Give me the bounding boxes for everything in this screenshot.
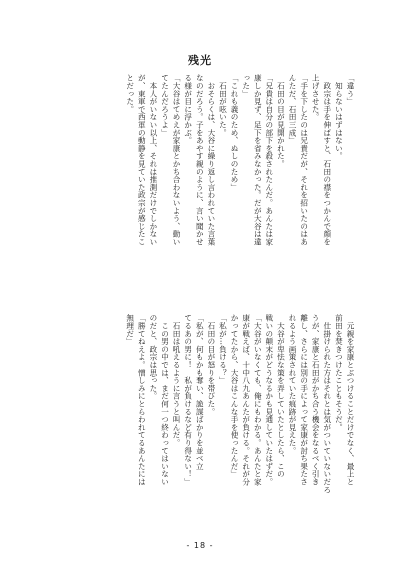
upper-text-block: 「違う」 知らないはずはない。 政宗は手を伸ばすと、石田の襟をつかんで顔を 上げさせた。 「手を下したのは兄貴だが、それを招いたのはあ んただ、石田三成」 石田の目が見開かれた。 「兄貴は自分の部下を殺されたんだ。あんたは家 康しか見ず、足下を省みなかった。だが大谷は違 った」 「これも義のため、ぬしのため」 石田が呟いた。 おそらくは、大谷に繰り返し言われていた言葉 なのだろう。子をあやす親のように、言い聞かせ る様が目に浮かぶ。 「大谷はてめえが家康とかち合わないよう、動い てたんだろうよ」 本人がいない以上、それは推測だけでしかない が、東軍で西軍の動静を見ていた政宗が感じたこ とだった。 bbox=[125, 74, 355, 246]
lower-text-block: 元親を家康とぶつけることだけでなく、最上と 前田を焚きつけたこともそうだ。 仕掛けられた方はそれとは気がついていないだろ うが、家康と石田がかち合う機会をなるべく引き 離し、さらには別の手によって家康が討ち果たさ れるよう画策されていた痕跡が見えた。 大谷が卑怯な策を弄していたとしたら、この 戦いの顛末がどうなるかも見通していたはずだ。 「大谷がいなくても、俺にもわかる。あんたと家 康が戦えば、十中八九あんたが負ける。それが分 かってたから、大谷はこんな手を使ったんだ」 「私が…負ける？」 石田の目が怒りを帯びた。 「私が、何もかも奪い、詭謀ばかりを並べ立 てるあの男に！ 私が負けるなど有り得ない！」 石田は吼えるように言うと叫んだ。 この男の中では、まだ何一つ終わってはいない のだと、政宗は思った。 「勝てねえよ。憎しみにとらわれてるあんたには 無理だ」 bbox=[125, 314, 355, 494]
page-number: - 18 - bbox=[186, 541, 214, 550]
chapter-title: 残光 bbox=[188, 54, 212, 67]
